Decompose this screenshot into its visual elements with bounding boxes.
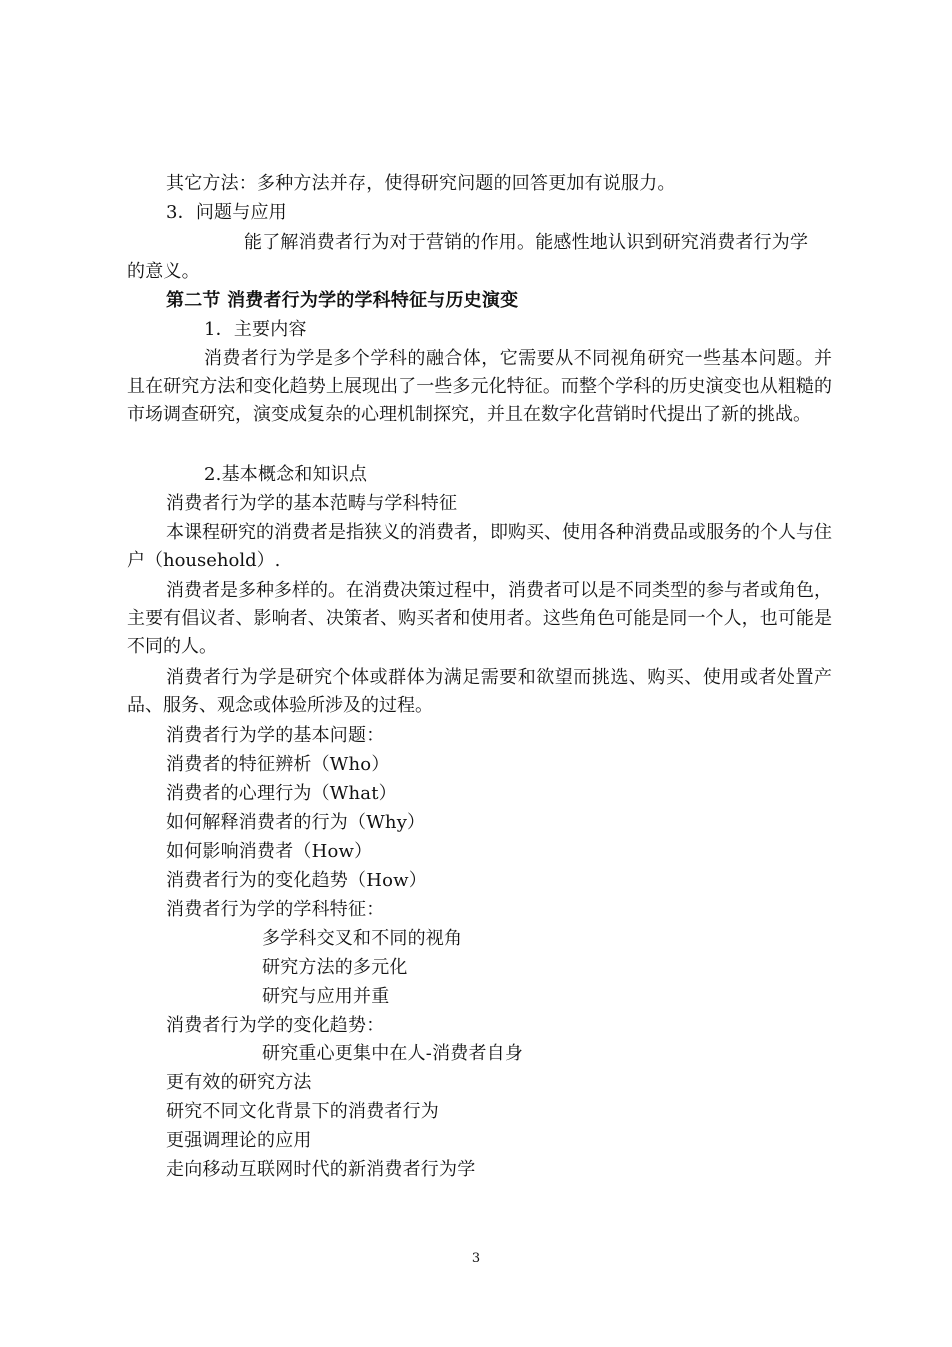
section-heading: 第二节 消费者行为学的学科特征与历史演变 (166, 290, 519, 311)
paragraph-other-methods: 其它方法：多种方法并存，使得研究问题的回答更加有说服力。 (166, 173, 676, 194)
paragraph-consumer-definition: 本课程研究的消费者是指狭义的消费者，即购买、使用各种消费品或服务的个人与住户（household）. (127, 522, 832, 571)
list-item-who: 消费者的特征辨析（Who） (166, 754, 390, 775)
list-item-mobile-internet: 走向移动互联网时代的新消费者行为学 (166, 1159, 476, 1180)
list-item-effective-methods: 更有效的研究方法 (166, 1072, 312, 1093)
list-heading-discipline-features: 消费者行为学的学科特征： (166, 899, 385, 920)
paragraph-scope-features: 消费者行为学的基本范畴与学科特征 (166, 493, 458, 514)
paragraph-consumer-roles: 消费者是多种多样的。在消费决策过程中，消费者可以是不同类型的参与者或角色，主要有倡议者、影响者、决策者、购买者和使用者。这些角色可能是同一个人，也可能是不同的人。 (127, 580, 832, 657)
list-item-what: 消费者的心理行为（What） (166, 783, 397, 804)
list-item-theory-application: 更强调理论的应用 (166, 1130, 312, 1151)
page-number: 3 (471, 1251, 481, 1266)
subheading-main-content: 1．主要内容 (204, 319, 307, 340)
paragraph-main-content: 消费者行为学是多个学科的融合体，它需要从不同视角研究一些基本问题。并且在研究方法和变化趋势上展现出了一些多元化特征。而整个学科的历史演变也从粗糙的市场调查研究，演变成复杂的心理机制探究，并且在数字化营销时代提出了新的挑战。 (127, 348, 832, 425)
list-item-how-influence: 如何影响消费者（How） (166, 841, 373, 862)
paragraph-behavior-definition: 消费者行为学是研究个体或群体为满足需要和欲望而挑选、购买、使用或者处置产品、服务、观念或体验所涉及的过程。 (127, 667, 832, 716)
paragraph-application-line-2: 的意义。 (127, 261, 200, 282)
list-item-how-trend: 消费者行为的变化趋势（How） (166, 870, 427, 891)
list-item-research-application: 研究与应用并重 (262, 986, 390, 1007)
list-item-diverse-methods: 研究方法的多元化 (262, 957, 408, 978)
subheading-basic-concepts: 2.基本概念和知识点 (204, 464, 368, 485)
subheading-questions-application: 3．问题与应用 (166, 202, 287, 223)
list-item-focus-on-people: 研究重心更集中在人-消费者自身 (262, 1043, 524, 1064)
list-item-why: 如何解释消费者的行为（Why） (166, 812, 426, 833)
list-heading-basic-questions: 消费者行为学的基本问题： (166, 725, 385, 746)
list-heading-change-trends: 消费者行为学的变化趋势： (166, 1015, 385, 1036)
list-item-cultural-backgrounds: 研究不同文化背景下的消费者行为 (166, 1101, 439, 1122)
list-item-interdisciplinary: 多学科交叉和不同的视角 (262, 928, 463, 949)
paragraph-application-line-1: 能了解消费者行为对于营销的作用。能感性地认识到研究消费者行为学 (244, 232, 809, 253)
